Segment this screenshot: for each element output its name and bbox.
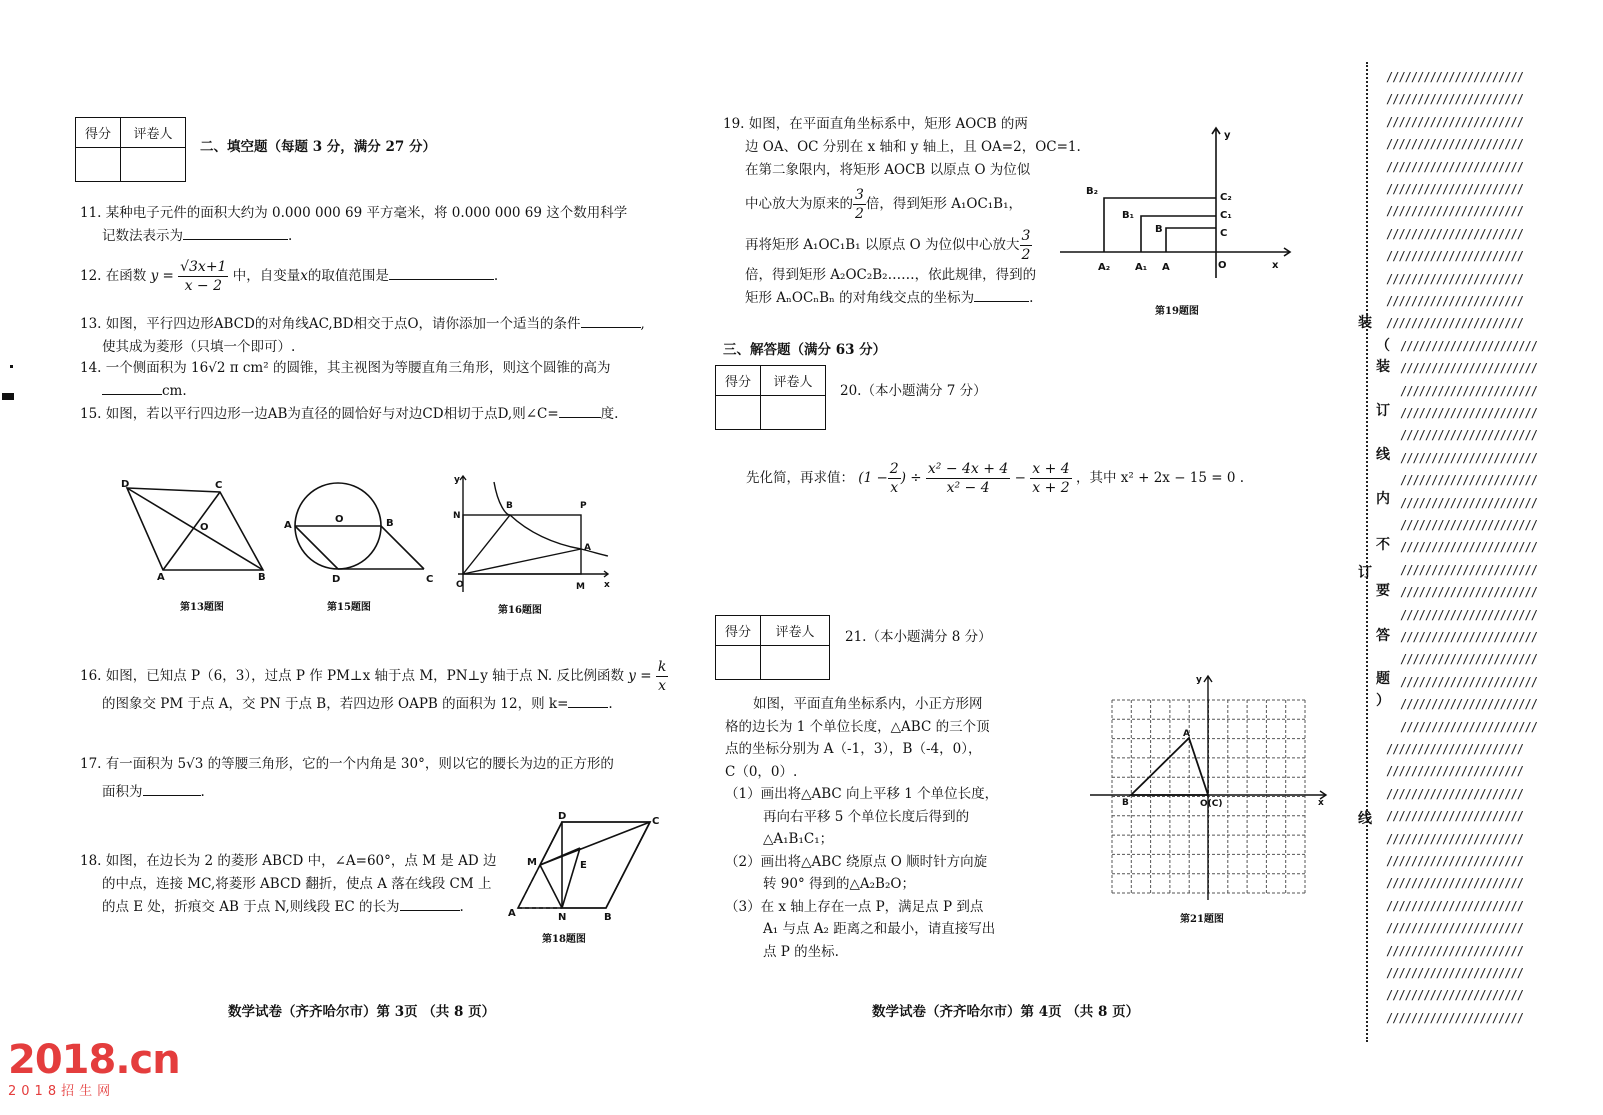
binding-hatch-row: ////////////////////// (1400, 473, 1537, 488)
binding-hatch-row: ////////////////////// (1386, 271, 1523, 286)
grader-cell[interactable] (761, 396, 826, 430)
label-B2: B₂ (1086, 186, 1099, 197)
site-logo[interactable] (8, 1037, 180, 1099)
binding-label-ding: 订 (1376, 403, 1390, 419)
grader-label: 评卷人 (761, 616, 830, 646)
label-O: O (200, 522, 209, 533)
label-x: x (1272, 260, 1279, 271)
binding-hatch-row: ////////////////////// (1386, 742, 1523, 756)
grader-label: 评卷人 (121, 118, 186, 148)
binding-hatch-row: ////////////////////// (1386, 204, 1523, 219)
label-C: C (652, 816, 660, 827)
scan-mark (2, 393, 14, 400)
binding-hatch-row: ////////////////////// (1386, 898, 1523, 913)
binding-hatch-row: ////////////////////// (1386, 876, 1523, 891)
binding-label-xian: 线 (1376, 447, 1390, 463)
question-20: 先化简，再求值： (1 − $\frac{2}{x}$ ) ÷ $\frac{\text{x² − 4x + 4}}{\text{x² − 4}}$ − $\frac{x + 4}{x + 2}$ ，其中 x² + 2x − 15 = 0 . (746, 461, 1245, 496)
label-O: O (456, 580, 464, 590)
binding-hatch-row: ////////////////////// (1400, 383, 1537, 398)
binding-label-paren-open: （ (1376, 338, 1390, 354)
label-N: N (453, 511, 461, 521)
answer-blank-15[interactable] (559, 403, 601, 418)
binding-hatch-row: ////////////////////// (1386, 226, 1523, 241)
label-C: C (426, 574, 434, 585)
question-14: 14. 一个侧面积为 16√2 π cm² 的圆锥，其主视图为等腰直角三角形，则这个圆锥的高为 cm. (80, 360, 611, 399)
question-11: 11. 某种电子元件的面积大约为 0.000 000 69 平方毫米，将 0.000 000 69 这个数用科学 记数法表示为 . (80, 205, 628, 244)
answer-blank-12[interactable] (389, 265, 494, 280)
binding-hatch-row: ////////////////////// (1386, 921, 1523, 936)
binding-hatch-row: ////////////////////// (1386, 182, 1523, 196)
label-A1: A₁ (1135, 262, 1148, 273)
score-label: 得分 (716, 366, 761, 396)
binding-label-zhuang2: 装 (1376, 359, 1390, 375)
label-A: A (1183, 729, 1190, 739)
logo-sub-text: 2018招生网 (8, 1084, 116, 1099)
figure-16 (448, 470, 618, 600)
label-y: y (1196, 675, 1202, 685)
binding-label-ti: 题 (1376, 671, 1390, 687)
label-A: A (1162, 262, 1170, 273)
answer-blank-17[interactable] (143, 781, 201, 796)
binding-hatch-row: ////////////////////// (1400, 450, 1537, 465)
caption-fig15: 第15题图 (327, 602, 371, 613)
binding-hatch-row: ////////////////////// (1386, 854, 1523, 868)
answer-blank-19[interactable] (974, 287, 1029, 302)
binding-hatch-row: ////////////////////// (1386, 92, 1523, 107)
label-A: A (284, 520, 292, 531)
label-OC: O(C) (1200, 799, 1223, 809)
label-B: B (604, 912, 612, 923)
binding-label-bu: 不 (1376, 537, 1390, 553)
label-A: A (157, 572, 165, 583)
binding-hatch-row: ////////////////////// (1400, 338, 1537, 353)
binding-hatch-row: ////////////////////// (1400, 406, 1537, 420)
binding-hatch-row: ////////////////////// (1400, 585, 1537, 600)
figure-15 (282, 478, 442, 593)
binding-hatch-row: ////////////////////// (1386, 988, 1523, 1003)
scan-mark (10, 365, 13, 368)
answer-blank-11[interactable] (183, 225, 288, 240)
figure-18 (500, 810, 670, 930)
grader-cell[interactable] (121, 148, 186, 182)
label-B: B (1155, 224, 1163, 235)
score-box-q21 (715, 615, 830, 680)
binding-hatch-row: ////////////////////// (1386, 966, 1523, 980)
label-N: N (558, 912, 567, 923)
caption-fig18: 第18题图 (542, 934, 586, 945)
question-21: 如图，平面直角坐标系内，小正方形网 格的边长为 1 个单位长度，△ABC 的三个顶 点的坐标分别为 A（-1，3），B（-4，0）， C（0，0）. （1）画出将△ABC 向上平移 1 个单位长度， 再向右平移 5 个单位长度后得到的 △A₁B₁C₁； （2）画出将△ABC 绕原点 O 顺时针方向旋 转 90° 得到的△A₂B₂O； （3）在 x 轴上存在一点 P，满足点 P 到点 A₁ 与点 A₂ 距离之和最小，请直接写出 点 P 的坐标. (725, 696, 999, 960)
label-D: D (558, 811, 567, 822)
binding-hatch-row: ////////////////////// (1386, 786, 1523, 801)
label-y: y (454, 475, 460, 485)
section3-title: 三、解答题（满分 63 分） (723, 342, 887, 358)
question-12: 12. 在函数 y = $\frac{√3x+1}{x - 2}$ 中，自变量x的取值范围是 . (80, 259, 499, 294)
binding-hatch-row: ////////////////////// (1400, 719, 1537, 734)
binding-hatch-row: ////////////////////// (1400, 518, 1537, 532)
score-cell[interactable] (76, 148, 121, 182)
label-A: A (508, 908, 516, 919)
label-C2: C₂ (1220, 192, 1232, 203)
binding-label-nei: 内 (1376, 491, 1390, 507)
figure-13 (115, 478, 275, 593)
binding-hatch-row: ////////////////////// (1386, 249, 1523, 264)
label-M: M (527, 857, 537, 868)
binding-hatch-row: ////////////////////// (1386, 831, 1523, 846)
answer-blank-18[interactable] (400, 896, 460, 911)
label-C: C (215, 480, 223, 491)
binding-hatch-row: ////////////////////// (1400, 562, 1537, 577)
score-cell[interactable] (716, 396, 761, 430)
label-B: B (1122, 798, 1129, 808)
label-O: O (1218, 260, 1227, 271)
figure-21 (1090, 672, 1340, 904)
section2-title: 二、填空题（每题 3 分，满分 27 分） (200, 139, 436, 155)
q20-title: 20.（本小题满分 7 分） (840, 383, 987, 399)
binding-hatch-row: ////////////////////// (1386, 943, 1523, 958)
score-box-section2 (75, 117, 186, 182)
binding-dashed-line (1366, 62, 1368, 1042)
binding-label-ding-outer: 订 (1358, 565, 1372, 581)
binding-hatch-row: ////////////////////// (1400, 428, 1537, 443)
label-B1: B₁ (1122, 210, 1135, 221)
binding-hatch-row: ////////////////////// (1386, 159, 1523, 174)
binding-hatch-row: ////////////////////// (1386, 137, 1523, 152)
question-13: 13. 如图，平行四边形ABCD的对角线AC,BD相交于点O，请你添加一个适当的条件 , 使其成为菱形（只填一个即可）. (80, 313, 645, 359)
label-P: P (580, 501, 587, 511)
label-O: O (335, 514, 344, 525)
label-D: D (121, 479, 130, 490)
caption-fig13: 第13题图 (180, 602, 224, 613)
label-C1: C₁ (1220, 210, 1232, 221)
binding-hatch-row: ////////////////////// (1386, 316, 1523, 331)
binding-hatch-row: ////////////////////// (1386, 114, 1523, 129)
label-A2: A₂ (1098, 262, 1111, 273)
binding-label-da: 答 (1376, 628, 1390, 644)
binding-hatch-row: ////////////////////// (1400, 652, 1537, 667)
binding-hatch-row: ////////////////////// (1400, 540, 1537, 555)
binding-label-yao: 要 (1376, 583, 1390, 599)
binding-label-paren-close: ） (1376, 693, 1390, 709)
footer-right: 数学试卷（齐齐哈尔市）第 4页 （共 8 页） (872, 1004, 1140, 1020)
score-label: 得分 (716, 616, 761, 646)
binding-hatch-row: ////////////////////// (1400, 361, 1537, 376)
label-A: A (584, 543, 591, 553)
score-label: 得分 (76, 118, 121, 148)
label-E: E (580, 860, 587, 871)
binding-hatch-row: ////////////////////// (1400, 697, 1537, 712)
score-box-q20 (715, 365, 826, 430)
caption-fig21: 第21题图 (1180, 914, 1224, 925)
figure-19 (1058, 122, 1298, 282)
label-x: x (1318, 798, 1324, 808)
binding-hatch-row: ////////////////////// (1386, 70, 1523, 84)
grader-cell[interactable] (761, 646, 830, 680)
binding-label-zhuang: 装 (1358, 315, 1372, 331)
binding-hatch-row: ////////////////////// (1386, 809, 1523, 824)
binding-hatch-row: ////////////////////// (1400, 674, 1537, 689)
score-cell[interactable] (716, 646, 761, 680)
label-B: B (386, 518, 394, 529)
binding-hatch-row: ////////////////////// (1386, 764, 1523, 779)
logo-main-text: 2018.cn (8, 1037, 180, 1083)
binding-hatch-row: ////////////////////// (1400, 607, 1537, 622)
label-D: D (332, 574, 341, 585)
answer-blank-13[interactable] (581, 313, 641, 328)
question-15: 15. 如图，若以平行四边形一边AB为直径的圆恰好与对边CD相切于点D,则∠C= 度. (80, 403, 618, 426)
question-19: 19. 如图，在平面直角坐标系中，矩形 AOCB 的两 边 OA、OC 分别在 x 轴和 y 轴上，且 OA=2，OC=1. 在第二象限内，将矩形 AOCB 以原点 O 为位似 中心放大为原来的 $\frac{3}{2}$ 倍，得到矩形 A₁OC₁B₁， 再将矩形 A₁OC₁B₁ 以原点 O 为位似中心放大 $\frac{3}{2}$ 倍，得到矩形 A₂OC₂B₂……，依此规律，得到的 矩形 AₙOCₙBₙ 的对角线交点的坐标为 . (723, 116, 1081, 306)
label-C: C (1220, 228, 1228, 239)
binding-hatch-row: ////////////////////// (1400, 630, 1537, 644)
label-M: M (576, 582, 585, 592)
question-16: 16. 如图，已知点 P（6，3），过点 P 作 PM⊥x 轴于点 M，PN⊥y 轴于点 N. 反比例函数 y = $\frac{k}{x}$ 的图象交 PM 于点 A，交 PN 于点 B，若四边形 OAPB 的面积为 12，则 k= . (80, 659, 667, 712)
binding-hatch-row: ////////////////////// (1386, 294, 1523, 308)
label-x: x (604, 580, 610, 590)
caption-fig19: 第19题图 (1155, 306, 1199, 317)
question-17: 17. 有一面积为 5√3 的等腰三角形，它的一个内角是 30°，则以它的腰长为边的正方形的 面积为 . (80, 756, 614, 800)
label-B: B (506, 501, 513, 511)
q21-title: 21.（本小题满分 8 分） (845, 629, 992, 645)
grader-label: 评卷人 (761, 366, 826, 396)
label-B: B (258, 572, 266, 583)
caption-fig16: 第16题图 (498, 605, 542, 616)
answer-blank-14[interactable] (102, 380, 162, 395)
footer-left: 数学试卷（齐齐哈尔市）第 3页 （共 8 页） (228, 1004, 496, 1020)
binding-label-xian-outer: 线 (1358, 811, 1372, 827)
binding-hatch-row: ////////////////////// (1386, 1010, 1523, 1025)
question-18: 18. 如图，在边长为 2 的菱形 ABCD 中，∠A=60°，点 M 是 AD 边 的中点，连接 MC,将菱形 ABCD 翻折，使点 A 落在线段 CM 上 的点 E 处，折痕交 AB 于点 N,则线段 EC 的长为 . (80, 853, 497, 915)
binding-margin (1386, 70, 1566, 1035)
binding-hatch-row: ////////////////////// (1400, 495, 1537, 510)
answer-blank-16[interactable] (568, 693, 608, 708)
label-y: y (1224, 130, 1231, 141)
